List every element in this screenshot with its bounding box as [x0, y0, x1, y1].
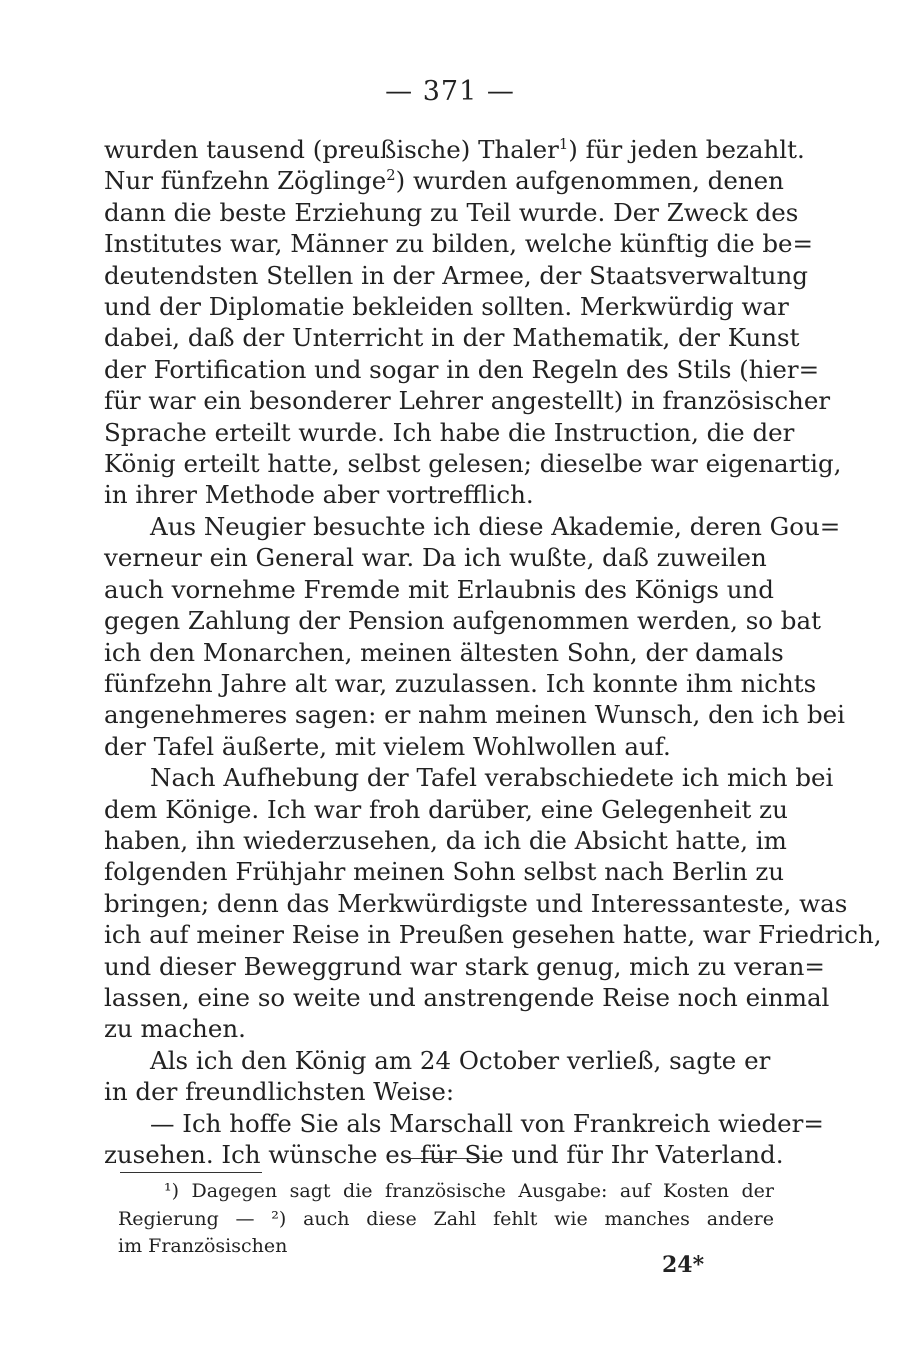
text-line-15: auch vornehme Fremde mit Erlaubnis des Königs und [104, 574, 774, 604]
text-line-9: für war ein besonderer Lehrer angestellt) in französischer [104, 386, 831, 416]
text-line-33: zusehen. Ich wünsche es für Sie und für Ihr Vaterland. [104, 1140, 784, 1169]
footnote-line-1: ¹) Dagegen sagt die französische Ausgabe: auf Kosten der [164, 1180, 774, 1202]
text-line-18: fünfzehn Jahre alt war, zuzulassen. Ich konnte ihm nichts [104, 668, 817, 698]
text-line-23: haben, ihn wiederzusehen, da ich die Absicht hatte, im [104, 825, 787, 855]
text-line-8: der Fortification und sogar in den Regeln des Stils (hier= [104, 354, 820, 384]
text-line-22: dem Könige. Ich war froh darüber, eine Gelegenheit zu [104, 794, 788, 824]
text-line-16: gegen Zahlung der Pension aufgenommen werden, so bat [104, 606, 821, 636]
page-number: — 371 — [385, 76, 515, 107]
text-line-32: — Ich hoffe Sie als Marschall von Frankreich wieder= [150, 1108, 824, 1138]
text-line-17: ich den Monarchen, meinen ältesten Sohn, der damals [104, 637, 784, 667]
signature-mark: 24* [662, 1252, 705, 1278]
text-line-5: deutendsten Stellen in der Armee, der Staatsverwaltung [104, 260, 808, 290]
text-line-7: dabei, daß der Unterricht in der Mathematik, der Kunst [104, 323, 800, 353]
footnote-rule [120, 1172, 262, 1173]
text-line-12: in ihrer Methode aber vortrefflich. [104, 480, 534, 510]
text-line-11: König erteilt hatte, selbst gelesen; dieselbe war eigenartig, [104, 449, 842, 479]
text-line-26: ich auf meiner Reise in Preußen gesehen hatte, war Friedrich, [104, 920, 882, 950]
text-line-14: verneur ein General war. Da ich wußte, daß zuweilen [104, 543, 767, 573]
text-line-20: der Tafel äußerte, mit vielem Wohlwollen auf. [104, 731, 671, 761]
main-text [104, 134, 882, 1170]
footnotes [118, 1178, 774, 1261]
text-line-31: in der freundlichsten Weise: [104, 1077, 455, 1107]
footnote-line-2: Regierung — ²) auch diese Zahl fehlt wie manches andere [118, 1207, 774, 1230]
text-line-25: bringen; denn das Merkwürdigste und Interessanteste, was [104, 888, 848, 918]
text-line-10: Sprache erteilt wurde. Ich habe die Instruction, die der [104, 417, 795, 447]
footnote-line-3: im Französischen [118, 1235, 288, 1257]
text-line-28: lassen, eine so weite und anstrengende Reise noch einmal [104, 982, 830, 1012]
text-line-24: folgenden Frühjahr meinen Sohn selbst nach Berlin zu [104, 857, 785, 887]
text-line-6: und der Diplomatie bekleiden sollten. Merkwürdig war [104, 292, 789, 322]
text-line-4: Institutes war, Männer zu bilden, welche künftig die be= [104, 229, 814, 259]
text-line-2: Nur fünfzehn Zöglinge$^2$) wurden aufgenommen, denen [104, 166, 784, 196]
text-line-13: Aus Neugier besuchte ich diese Akademie, deren Gou= [150, 511, 841, 541]
section-divider [408, 1158, 490, 1159]
text-line-27: und dieser Beweggrund war stark genug, mich zu veran= [104, 951, 825, 981]
footnote-ref-1: 1 [558, 135, 569, 153]
text-line-3: dann die beste Erziehung zu Teil wurde. Der Zweck des [104, 197, 799, 227]
text-line-21: Nach Aufhebung der Tafel verabschiedete ich mich bei [150, 763, 834, 793]
text-line-19: angenehmeres sagen: er nahm meinen Wunsch, den ich bei [104, 700, 845, 730]
footnote-ref-2: 2 [386, 167, 396, 185]
text-line-30: Als ich den König am 24 October verließ, sagte er [150, 1045, 771, 1075]
text-line-1: wurden tausend (preußische) Thaler$^1$) für jeden bezahlt. [104, 135, 805, 164]
text-line-29: zu machen. [104, 1014, 246, 1044]
